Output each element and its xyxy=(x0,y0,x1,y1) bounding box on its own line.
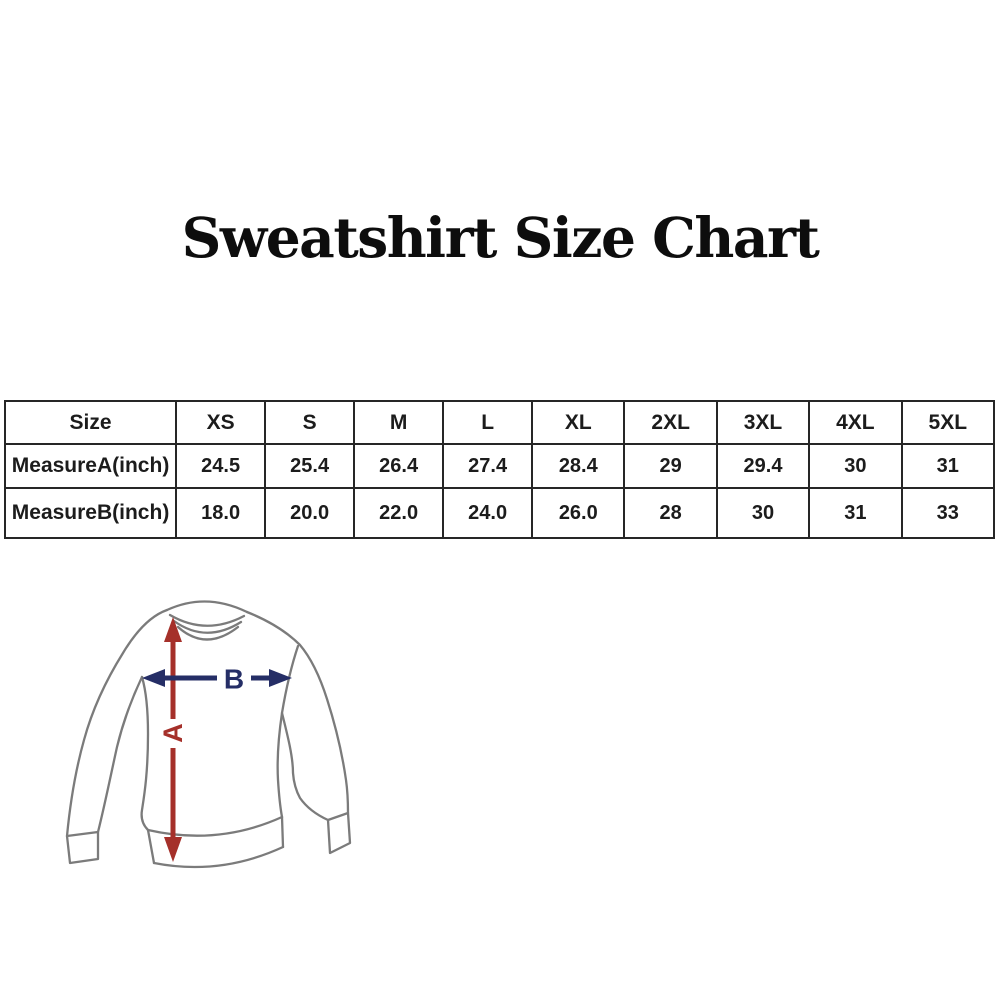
measure-a-l: 27.4 xyxy=(443,444,532,488)
measure-b-2xl: 28 xyxy=(624,488,716,538)
page-title: Sweatshirt Size Chart xyxy=(181,205,819,270)
measure-b-label: B xyxy=(223,663,245,695)
col-header-3xl: 3XL xyxy=(717,401,809,444)
body-right-seam xyxy=(278,646,298,817)
measure-a-arrow xyxy=(158,617,188,862)
measure-b-xl: 26.0 xyxy=(532,488,624,538)
right-cuff xyxy=(328,813,350,853)
sweatshirt-measurement-diagram xyxy=(50,582,360,882)
measure-a-4xl: 30 xyxy=(809,444,901,488)
measure-a-arrowhead-bottom xyxy=(164,837,182,862)
measure-b-l: 24.0 xyxy=(443,488,532,538)
measure-a-5xl: 31 xyxy=(902,444,994,488)
measure-b-4xl: 31 xyxy=(809,488,901,538)
hem-left-edge xyxy=(148,830,154,863)
measure-a-row-label: MeasureA(inch) xyxy=(5,444,176,488)
measure-b-m: 22.0 xyxy=(354,488,443,538)
col-header-l: L xyxy=(443,401,532,444)
measure-b-arrow xyxy=(142,664,292,695)
measure-b-3xl: 30 xyxy=(717,488,809,538)
measure-a-label: A xyxy=(158,723,188,743)
col-header-xl: XL xyxy=(532,401,624,444)
left-cuff xyxy=(67,832,98,863)
measure-a-3xl: 29.4 xyxy=(717,444,809,488)
col-header-s: S xyxy=(265,401,354,444)
col-header-m: M xyxy=(354,401,443,444)
size-chart-table xyxy=(4,400,995,539)
size-chart-header-row xyxy=(5,401,994,444)
collar-outline xyxy=(167,601,247,612)
measure-b-5xl: 33 xyxy=(902,488,994,538)
col-header-2xl: 2XL xyxy=(624,401,716,444)
measure-a-m: 26.4 xyxy=(354,444,443,488)
right-sleeve-inner xyxy=(282,713,328,820)
collar-rib-1 xyxy=(170,615,244,626)
measure-b-arrowhead-left xyxy=(142,669,165,687)
measure-a-2xl: 29 xyxy=(624,444,716,488)
left-sleeve-inner xyxy=(98,677,142,832)
col-header-4xl: 4XL xyxy=(809,401,901,444)
col-header-xs: XS xyxy=(176,401,265,444)
measure-b-row-label: MeasureB(inch) xyxy=(5,488,176,538)
col-header-size: Size xyxy=(5,401,176,444)
col-header-5xl: 5XL xyxy=(902,401,994,444)
right-sleeve-outer xyxy=(247,612,348,813)
left-sleeve-outer xyxy=(67,610,167,836)
hem-right-edge xyxy=(282,817,283,847)
hem-top-line xyxy=(148,817,282,836)
measure-b-xs: 18.0 xyxy=(176,488,265,538)
sweatshirt-outline-drawing xyxy=(67,601,350,867)
measure-a-xl: 28.4 xyxy=(532,444,624,488)
measure-a-row xyxy=(5,444,994,488)
body-left-seam xyxy=(142,677,148,830)
measure-b-s: 20.0 xyxy=(265,488,354,538)
measure-a-xs: 24.5 xyxy=(176,444,265,488)
measure-b-row xyxy=(5,488,994,538)
measure-a-s: 25.4 xyxy=(265,444,354,488)
